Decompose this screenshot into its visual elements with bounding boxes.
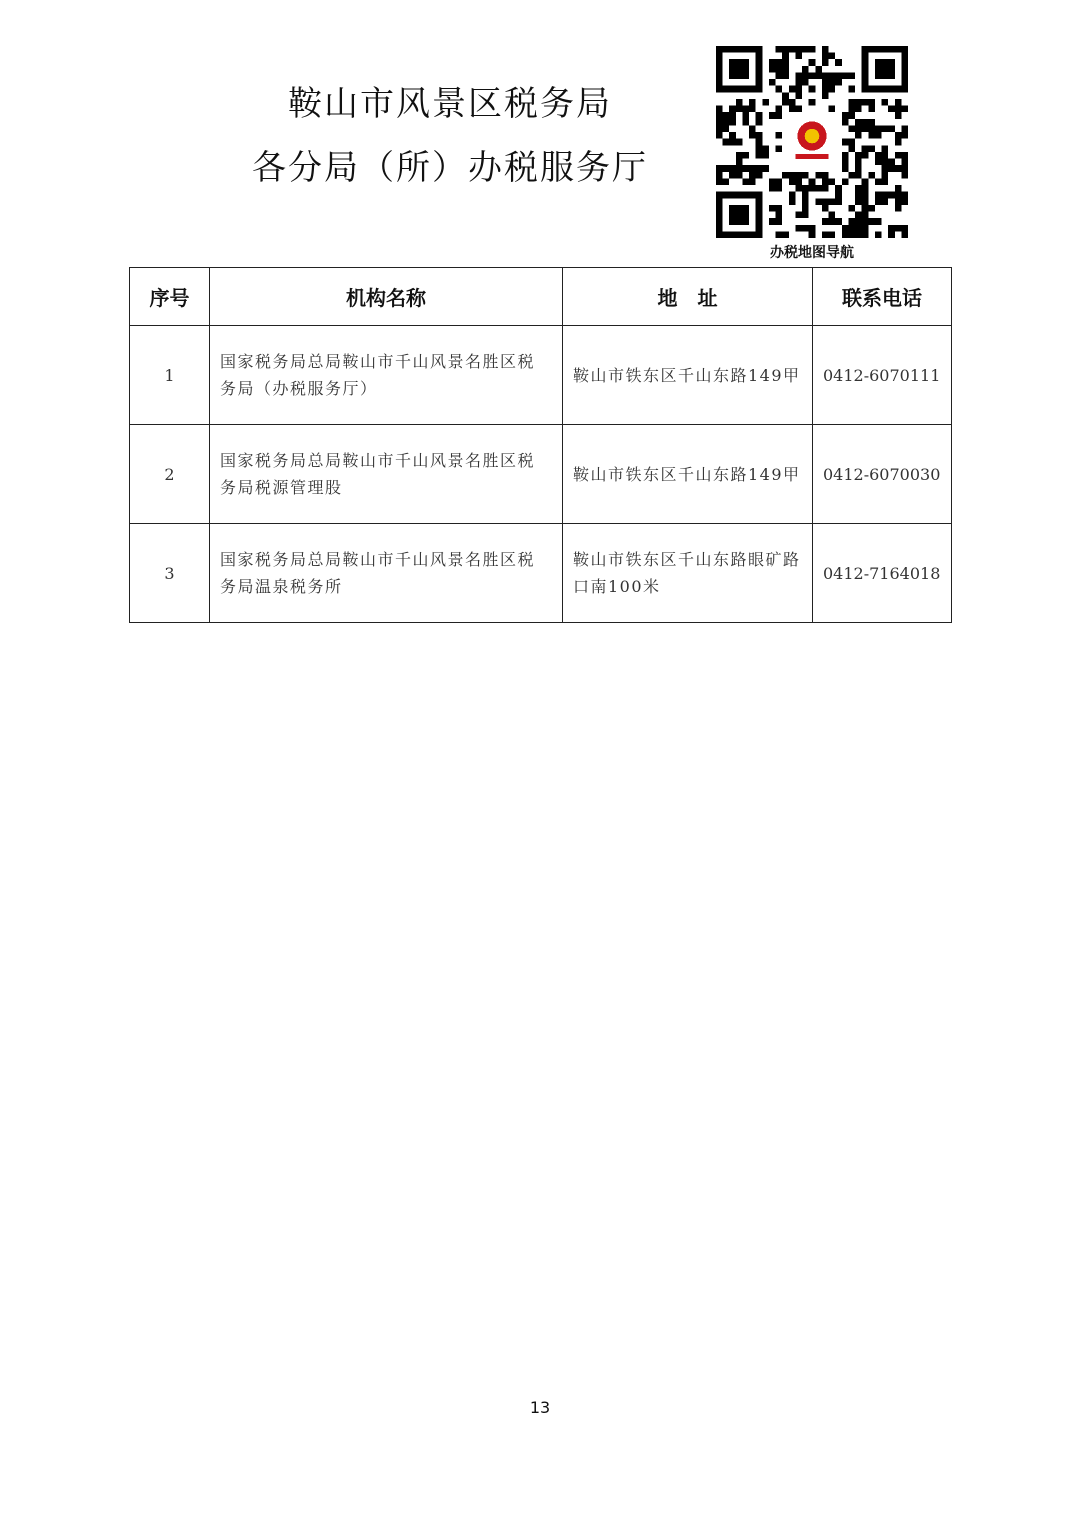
table-row	[130, 524, 952, 623]
page-title-line-1: 鞍山市风景区税务局	[288, 84, 612, 124]
cell-name: 国家税务局总局鞍山市千山风景名胜区税务局（办税服务厅）	[210, 326, 563, 425]
table-header-row	[130, 268, 952, 326]
header-name: 机构名称	[210, 268, 563, 326]
table-row	[130, 425, 952, 524]
cell-no: 1	[130, 326, 210, 425]
table-row	[130, 326, 952, 425]
cell-no: 3	[130, 524, 210, 623]
page-title-line-2: 各分局（所）办税服务厅	[252, 148, 648, 188]
cell-address: 鞍山市铁东区千山东路149甲	[563, 326, 813, 425]
cell-name: 国家税务局总局鞍山市千山风景名胜区税务局温泉税务所	[210, 524, 563, 623]
header-no: 序号	[130, 268, 210, 326]
qr-code-image	[716, 46, 908, 238]
cell-no: 2	[130, 425, 210, 524]
cell-address: 鞍山市铁东区千山东路149甲	[563, 425, 813, 524]
tax-emblem-icon	[789, 119, 835, 165]
page-number: 13	[529, 1398, 551, 1417]
cell-phone: 0412-6070030	[813, 425, 952, 524]
header-phone: 联系电话	[813, 268, 952, 326]
tax-office-table	[129, 267, 952, 623]
cell-name: 国家税务局总局鞍山市千山风景名胜区税务局税源管理股	[210, 425, 563, 524]
cell-phone: 0412-7164018	[813, 524, 952, 623]
header-address: 地 址	[563, 268, 813, 326]
qr-code-icon	[716, 46, 908, 238]
cell-address: 鞍山市铁东区千山东路眼矿路口南100米	[563, 524, 813, 623]
cell-phone: 0412-6070111	[813, 326, 952, 425]
qr-caption: 办税地图导航	[770, 245, 854, 261]
